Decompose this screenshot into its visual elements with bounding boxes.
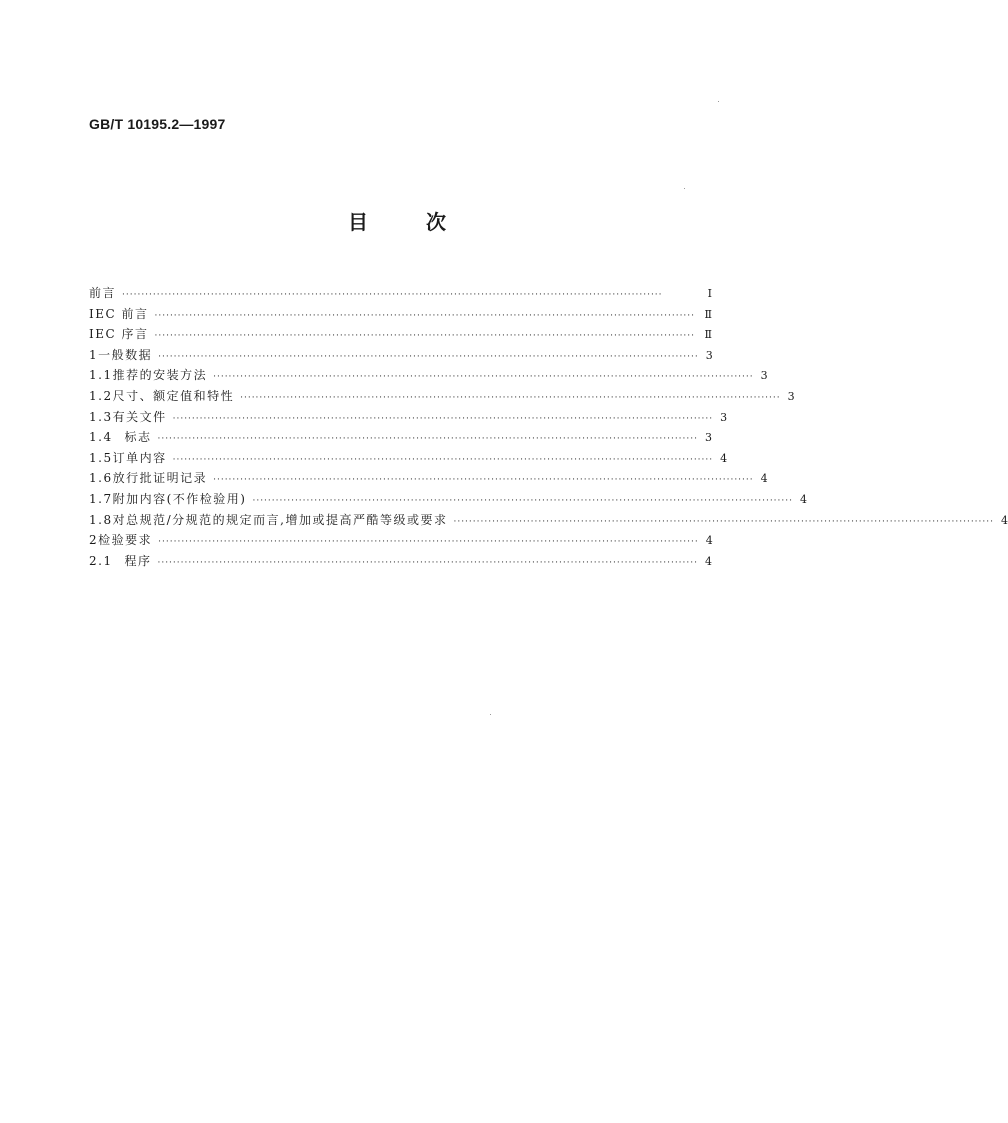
toc-entry-number: 2	[89, 533, 99, 548]
toc-entry-title: 放行批证明记录	[112, 471, 208, 486]
toc-entry-page: 3	[705, 348, 713, 362]
toc-entry[interactable]	[89, 489, 807, 510]
toc-entry-number: 1.4	[89, 430, 113, 445]
toc-entry-number: 1	[89, 347, 99, 362]
toc-entry[interactable]	[89, 386, 795, 407]
toc-entry-title: 一般数据	[98, 347, 153, 362]
toc-entry-page: Ⅱ	[704, 307, 712, 321]
toc-dot-leader: ············································································································································	[213, 475, 754, 486]
toc-dot-leader: ············································································································································	[154, 310, 696, 321]
toc-entry[interactable]	[89, 530, 712, 551]
table-of-contents	[89, 283, 1008, 571]
toc-entry-page: 3	[720, 410, 728, 424]
toc-entry-page: 3	[760, 369, 768, 383]
toc-entry-number: 1.1	[89, 368, 113, 383]
toc-entry[interactable]	[89, 448, 728, 469]
toc-entry-page: 4	[800, 492, 807, 506]
toc-entry-number: 1.8	[89, 512, 113, 527]
toc-entry-page: 4	[760, 472, 768, 486]
toc-entry-page: 4	[705, 554, 712, 568]
toc-entry[interactable]	[89, 510, 1008, 531]
title-char-1: 目	[348, 210, 368, 234]
toc-entry-number: 1.3	[89, 409, 113, 424]
toc-dot-leader: ············································································································································	[122, 290, 663, 300]
toc-entry-title: 前言	[89, 286, 117, 300]
toc-entry-page: 4	[1001, 513, 1008, 527]
page-title	[0, 206, 794, 235]
toc-entry-title: IEC 序言	[89, 327, 149, 342]
toc-entry-title: IEC 前言	[89, 306, 149, 321]
toc-entry-page: 3	[787, 389, 795, 403]
toc-dot-leader: ············································································································································	[453, 516, 994, 527]
toc-dot-leader: ············································································································································	[172, 454, 714, 465]
toc-dot-leader: ············································································································································	[240, 392, 781, 403]
toc-entry[interactable]	[89, 345, 712, 366]
toc-entry-number: 1.7	[89, 491, 113, 506]
toc-entry[interactable]	[89, 407, 728, 428]
toc-entry[interactable]	[89, 468, 768, 489]
toc-dot-leader: ············································································································································	[172, 413, 714, 424]
toc-entry-number: 2.1	[89, 553, 113, 568]
toc-dot-leader: ············································································································································	[252, 495, 793, 506]
toc-entry-title: 标志	[124, 430, 152, 445]
toc-entry[interactable]	[89, 427, 712, 448]
toc-entry-title: 尺寸、额定值和特性	[112, 388, 235, 403]
toc-entry-page: 4	[705, 534, 713, 548]
toc-dot-leader: ············································································································································	[154, 331, 696, 342]
toc-entry-page: 4	[720, 451, 728, 465]
toc-dot-leader: ············································································································································	[157, 434, 698, 445]
toc-entry[interactable]	[89, 324, 712, 345]
toc-dot-leader: ············································································································································	[157, 557, 698, 568]
toc-entry-title: 检验要求	[98, 533, 153, 548]
toc-entry-title: 订单内容	[112, 450, 167, 465]
toc-dot-leader: ············································································································································	[213, 372, 754, 383]
title-char-2: 次	[426, 210, 446, 234]
toc-entry[interactable]	[89, 365, 768, 386]
toc-entry-number: 1.2	[89, 388, 113, 403]
toc-entry[interactable]	[89, 283, 712, 304]
toc-entry-title: 对总规范/分规范的规定而言,增加或提高严酷等级或要求	[112, 512, 448, 527]
toc-entry-title: 有关文件	[112, 409, 167, 424]
toc-entry[interactable]	[89, 304, 712, 325]
toc-entry-number: 1.5	[89, 450, 113, 465]
toc-entry-title: 推荐的安装方法	[112, 368, 208, 383]
toc-entry-page: I	[707, 287, 712, 300]
toc-entry-page: Ⅱ	[704, 328, 712, 342]
toc-entry-number: 1.6	[89, 471, 113, 486]
standard-number: GB/T 10195.2—1997	[89, 116, 226, 132]
toc-dot-leader: ············································································································································	[158, 351, 699, 362]
toc-entry[interactable]	[89, 551, 712, 572]
toc-entry-title: 程序	[124, 553, 152, 568]
toc-dot-leader: ············································································································································	[158, 537, 699, 548]
toc-entry-title: 附加内容(不作检验用)	[112, 491, 247, 506]
toc-entry-page: 3	[705, 431, 712, 445]
